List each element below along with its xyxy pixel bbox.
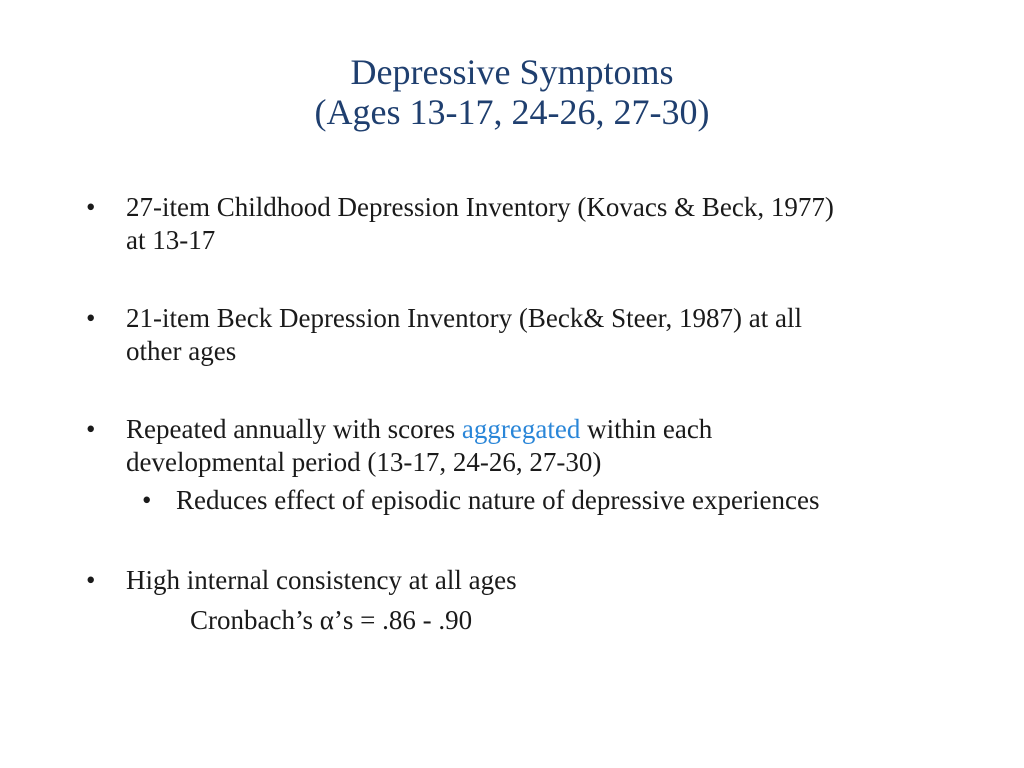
bullet-dot-icon: • bbox=[86, 192, 96, 222]
bullet-line: at 13-17 bbox=[126, 225, 216, 255]
bullet-line: other ages bbox=[126, 336, 237, 366]
title-line-2: (Ages 13-17, 24-26, 27-30) bbox=[314, 92, 710, 132]
bullet-text-segment: within each bbox=[580, 414, 713, 444]
bullet-line: High internal consistency at all ages bbox=[126, 565, 517, 595]
bullet-line: 21-item Beck Depression Inventory (Beck& Steer, 1987) at all bbox=[126, 303, 802, 333]
sub-bullet-text: Reduces effect of episodic nature of depressive experiences bbox=[176, 485, 820, 515]
bullet-dot-icon: • bbox=[86, 414, 96, 444]
bullet-dot-icon: • bbox=[86, 565, 96, 595]
bullet-text bbox=[126, 413, 926, 479]
sub-bullet-dot-icon: • bbox=[142, 485, 152, 515]
cronbach-note: Cronbach’s α’s = .86 - .90 bbox=[190, 605, 473, 635]
bullet-line bbox=[126, 413, 926, 446]
bullet-line: 27-item Childhood Depression Inventory (Kovacs & Beck, 1977) bbox=[126, 192, 834, 222]
bullet-text bbox=[126, 302, 926, 368]
bullet-dot-icon: • bbox=[86, 303, 96, 333]
bullet-line: developmental period (13-17, 24-26, 27-30) bbox=[126, 447, 602, 477]
bullet-text-segment: Repeated annually with scores bbox=[126, 414, 462, 444]
title-line-1: Depressive Symptoms bbox=[350, 52, 674, 92]
slide-title bbox=[0, 52, 1024, 132]
bullet-text bbox=[126, 191, 926, 257]
bullet-text bbox=[126, 564, 926, 597]
highlighted-word: aggregated bbox=[461, 414, 581, 444]
